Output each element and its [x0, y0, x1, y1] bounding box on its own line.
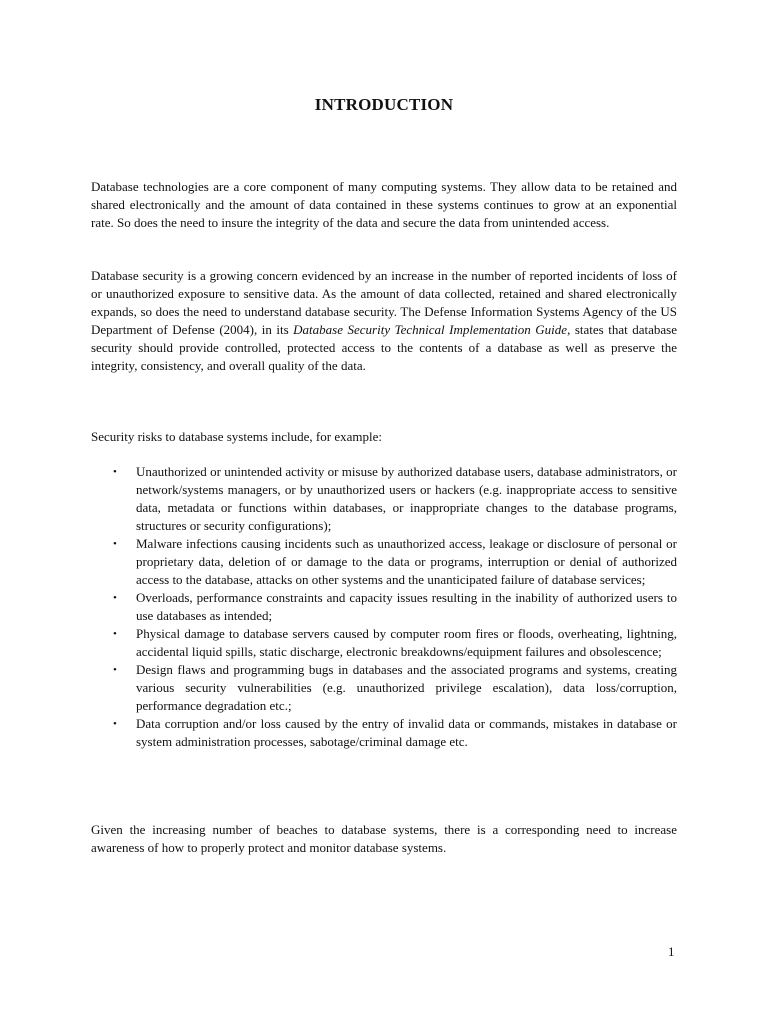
- list-item-text: Physical damage to database servers caused by computer room fires or floods, overheating, lightning, accidental liquid spills, static discharge, electronic breakdowns/equipment failures and obsolescence;: [136, 626, 677, 659]
- security-concern-paragraph: [91, 267, 677, 375]
- page-title: INTRODUCTION: [314, 95, 454, 114]
- list-item: [91, 463, 677, 535]
- intro-paragraph: Database technologies are a core component of many computing systems. They allow data to be retained and shared electronically and the amount of data contained in these systems continues to grow at an exponential rate. So does the need to insure the integrity of the data and secure the data from unintended access.: [91, 179, 677, 230]
- bullet-icon: •: [113, 592, 117, 604]
- bullet-icon: •: [113, 664, 117, 676]
- list-item-text: Unauthorized or unintended activity or misuse by authorized database users, database administrators, or network/systems managers, or by unauthorized users or hackers (e.g. inappropriate access to sensitive data, metadata or functions within databases, or inappropriate changes to the database programs, structures or security configurations);: [136, 464, 677, 533]
- bullet-icon: •: [113, 718, 117, 730]
- list-item: [91, 535, 677, 589]
- list-item: [91, 625, 677, 661]
- bullet-icon: •: [113, 538, 117, 550]
- list-item-text: Overloads, performance constraints and capacity issues resulting in the inability of authorized users to use databases as intended;: [136, 590, 677, 623]
- paragraph-text-start: Database security is a growing concern evidenced by an increase in the number of reported incidents of loss of or unauthorized exposure to sensitive data. As the amount of data collected, retained and shared electronically expands, so does the need to understand database security. The Defense Information Systems Agency of the US Department of Defense (2004), in its: [91, 268, 677, 337]
- list-item-text: Data corruption and/or loss caused by the entry of invalid data or commands, mistakes in database or system administration processes, sabotage/criminal damage etc.: [136, 716, 677, 749]
- bullet-icon: •: [113, 628, 117, 640]
- closing-paragraph: Given the increasing number of beaches to database systems, there is a corresponding need to increase awareness of how to properly protect and monitor database systems.: [91, 822, 677, 855]
- bullet-icon: •: [113, 466, 117, 478]
- paragraph-text-end: , states that database security should provide controlled, protected access to the contents of a database as well as preserve the integrity, consistency, and overall quality of the data.: [91, 322, 677, 373]
- guide-title-italic: Database Security Technical Implementation Guide: [293, 322, 568, 337]
- list-item: [91, 589, 677, 625]
- list-item-text: Malware infections causing incidents such as unauthorized access, leakage or disclosure of personal or proprietary data, deletion of or damage to the data or programs, interruption or denial of authorized access to the database, attacks on other systems and the unanticipated failure of database services;: [136, 536, 677, 587]
- list-item: [91, 661, 677, 715]
- risk-bullet-list: [91, 463, 677, 751]
- list-item: [91, 715, 677, 751]
- list-item-text: Design flaws and programming bugs in databases and the associated programs and systems, creating various security vulnerabilities (e.g. unauthorized privilege escalation), data loss/corruption, performance degradation etc.;: [136, 662, 677, 713]
- risks-lead-in: Security risks to database systems include, for example:: [91, 429, 382, 444]
- page-number: 1: [668, 944, 675, 959]
